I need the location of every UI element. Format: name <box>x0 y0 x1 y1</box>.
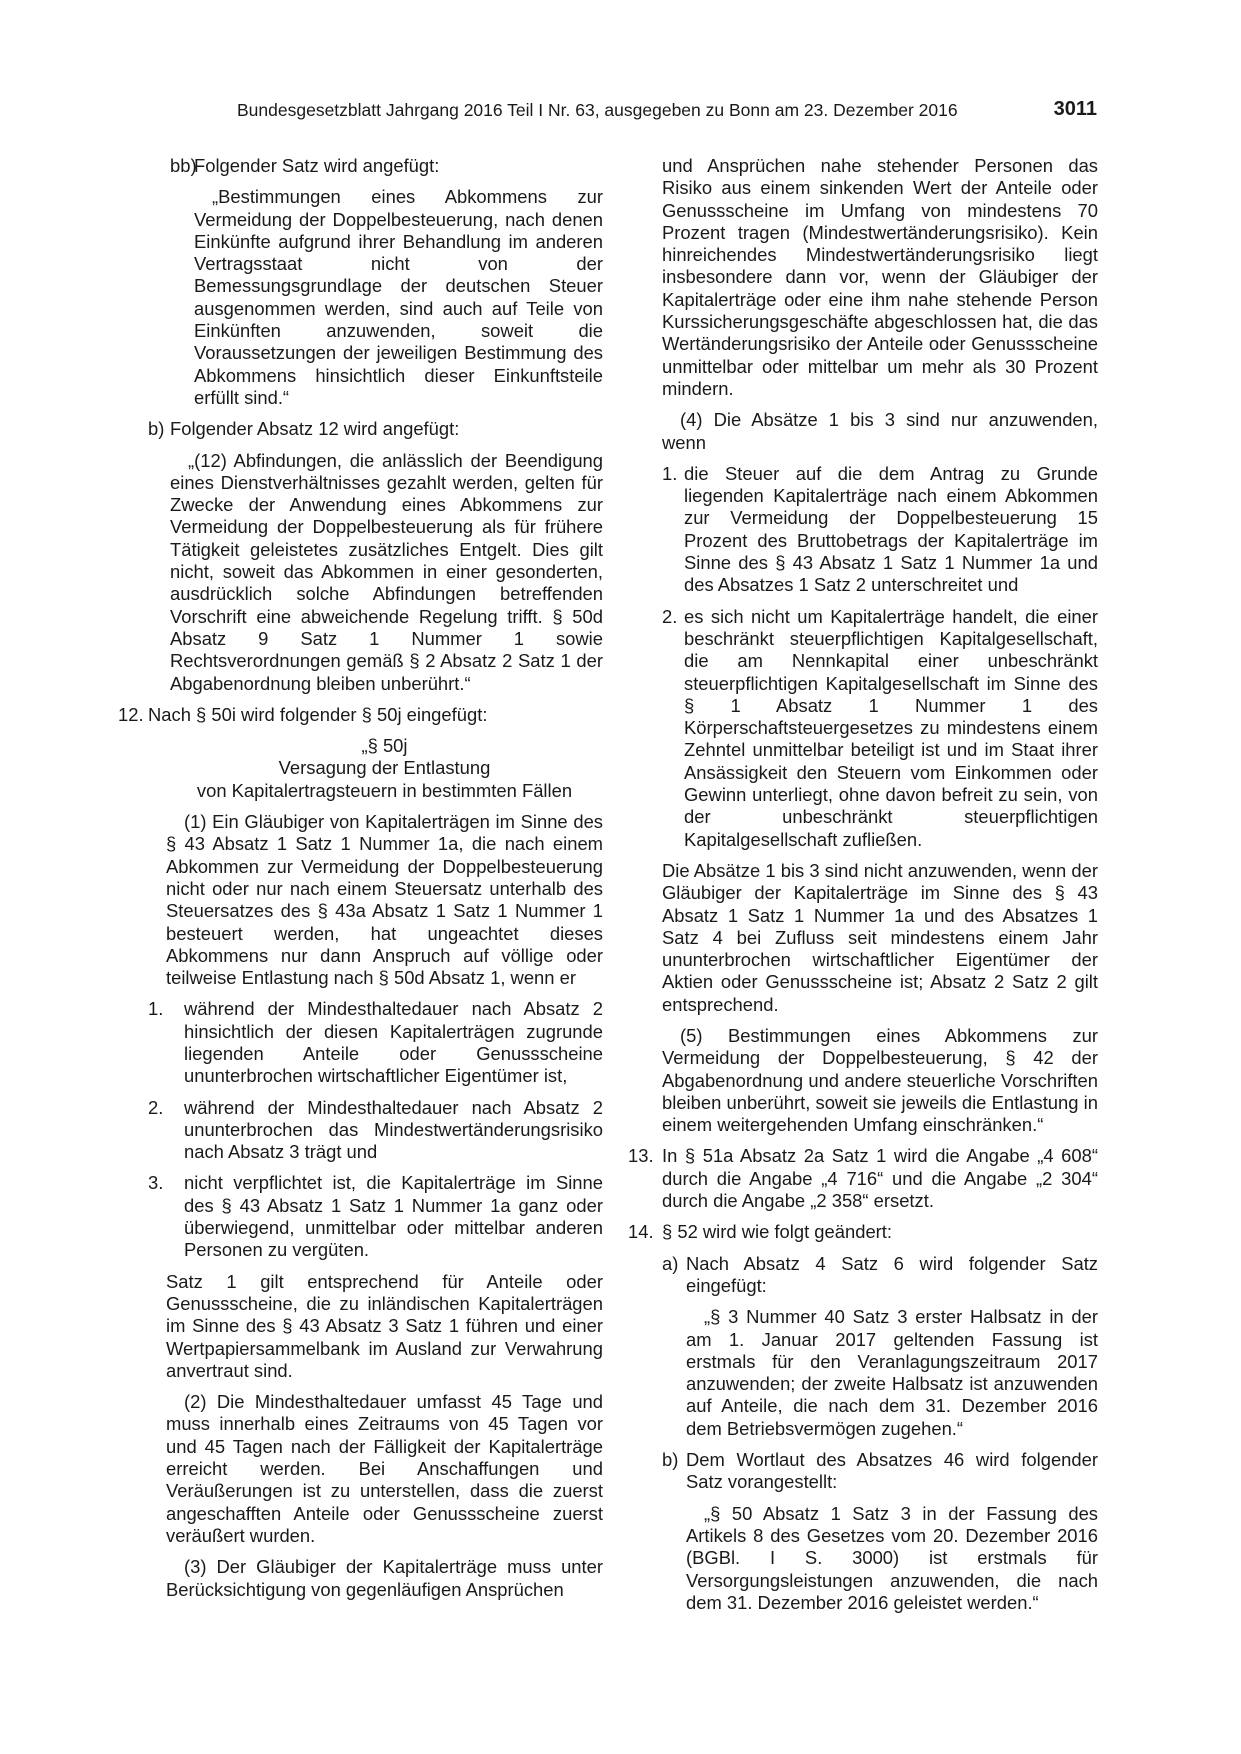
paragraph-3: (3) Der Gläubiger der Kapitalerträge muss unter Berücksichtigung von gegenläufigen Ansprüchen <box>166 1556 603 1600</box>
list-item-bb <box>128 155 603 177</box>
section-title-line-2: von Kapitalertragsteuern in bestimmten Fällen <box>196 779 573 801</box>
paragraph-1: (1) Ein Gläubiger von Kapitalerträgen im Sinne des § 43 Absatz 1 Satz 1 Nummer 1a, die nach einem Abkommen zur Vermeidung der Doppelbesteuerung nicht oder nur nach einem Steuersatz unterhalb des Steuersatzes des § 43a Absatz 1 Satz 1 Nummer 1 besteuert werden, hat ungeachtet dieses Abkommens nur dann Anspruch auf völlige oder teilweise Entlastung nach § 50d Absatz 1, wenn er <box>166 811 603 989</box>
list-item-13 <box>628 1145 1098 1212</box>
list-label: 1. <box>148 998 164 1020</box>
list-item <box>148 1096 603 1164</box>
list-text: es sich nicht um Kapitalerträge handelt, die einer beschränkt steuerpflichtigen Kapitalgesellschaft, die am Nennkapital einer unbeschränkt steuerpflichtigen Kapitalgesellschaft im Sinne des § 1 Absatz 1 Nummer 1 des Körperschaftsteuergesetzes zu mindestens einem Zehntel unmittelbar beteiligt ist und im Staat ihrer Ansässigkeit den Steuern vom Einkommen oder Gewinn unterliegt, ohne davon befreit zu sein, von der unbeschränkt steuerpflichtigen Kapitalgesellschaft zufließen. <box>684 605 1098 850</box>
list-label: 12. <box>118 703 144 725</box>
section-50j <box>148 735 603 1601</box>
list-text: Nach § 50i wird folgender § 50j eingefügt: <box>148 703 488 725</box>
list-text: Folgender Absatz 12 wird angefügt: <box>170 418 460 440</box>
section-50j-continued <box>662 155 1098 1136</box>
paragraph-4: (4) Die Absätze 1 bis 3 sind nur anzuwenden, wenn <box>662 409 1098 453</box>
paragraph-5: (5) Bestimmungen eines Abkommens zur Vermeidung der Doppelbesteuerung, § 42 der Abgabenordnung und andere steuerliche Vorschriften bleiben unberührt, soweit sie jeweils die Entlastung in einem weitergehenden Umfang einschränken.“ <box>662 1024 1098 1136</box>
quoted-sentence: „§ 3 Nummer 40 Satz 3 erster Halbsatz in der am 1. Januar 2017 geltenden Fassung ist erstmals für den Veranlagungszeitraum 2017 anzuwenden; der zweite Halbsatz ist anzuwenden auf Anteile, die nach dem 31. Dezember 2016 dem Betriebsvermögen zugehen.“ <box>686 1306 1098 1439</box>
page-header <box>237 100 1097 128</box>
list-text: Folgender Satz wird angefügt: <box>194 155 440 176</box>
list-text: während der Mindesthaltedauer nach Absatz 2 hinsichtlich der diesen Kapitalerträgen zugrunde liegenden Anteile oder Genussscheine ununterbrochen wirtschaftlicher Eigentümer ist, <box>184 998 603 1087</box>
quoted-sentence: „Bestimmungen eines Abkommens zur Vermeidung der Doppelbesteuerung, nach denen Einkünfte aufgrund ihrer Behandlung im anderen Vertragsstaat nicht von der Bemessungsgrundlage der deutschen Steuer ausgenommen werden, sind auch auf Teile von Einkünften anzuwenden, soweit die Voraussetzungen der jeweiligen Bestimmung des Abkommens hinsichtlich dieser Einkunftsteile erfüllt sind.“ <box>194 186 603 408</box>
quoted-sentence: „§ 50 Absatz 1 Satz 3 in der Fassung des Artikels 8 des Gesetzes vom 20. Dezember 2016 (BGBl. I S. 3000) ist erstmals für Versorgungsleistungen anzuwenden, die nach dem 31. Dezember 2016 geleistet werden.“ <box>686 1502 1098 1613</box>
list-text: § 52 wird wie folgt geändert: <box>662 1221 893 1243</box>
list-item <box>662 463 1098 597</box>
list-label: 14. <box>628 1221 654 1243</box>
list-label: b) <box>662 1449 679 1471</box>
paragraph-3-continued: und Ansprüchen nahe stehender Personen das Risiko aus einem sinkenden Wert der Anteile oder Genussscheine im Umfang von mindestens 70 Prozent tragen (Mindestwertänderungsrisiko). Kein hinreichendes Mindestwertänderungsrisiko liegt insbesondere dann vor, wenn der Gläubiger der Kapitalerträge oder eine ihm nahe stehende Person Kurssicherungsgeschäfte abgeschlossen hat, die das Wertänderungsrisiko der Anteile oder Genussscheine unmittelbar oder mittelbar um mehr als 30 Prozent mindern. <box>662 155 1098 399</box>
list-text: Nach Absatz 4 Satz 6 wird folgender Satz eingefügt: <box>686 1252 1098 1296</box>
list-text: während der Mindesthaltedauer nach Absatz 2 ununterbrochen das Mindestwertänderungsrisiko nach Absatz 3 trägt und <box>184 1096 603 1163</box>
section-title-line-1: Versagung der Entlastung <box>278 757 491 779</box>
list-item-a <box>628 1253 1098 1298</box>
left-column <box>118 155 603 1601</box>
list-item-14 <box>628 1221 1098 1243</box>
list-label: 13. <box>628 1145 654 1167</box>
list-text: In § 51a Absatz 2a Satz 1 wird die Angabe „4 608“ durch die Angabe „4 716“ und die Angabe „2 304“ durch die Angabe „2 358“ ersetzt. <box>662 1145 1098 1212</box>
list-item <box>662 606 1098 851</box>
list-label: 2. <box>662 605 678 627</box>
list-label: 3. <box>148 1172 164 1194</box>
list-label: a) <box>662 1252 679 1274</box>
paragraph-2: (2) Die Mindesthaltedauer umfasst 45 Tage und muss innerhalb eines Zeitraums von 45 Tagen vor und 45 Tagen nach der Fälligkeit der Kapitalerträge erreicht werden. Bei Anschaffungen und Veräußerungen ist zu unterstellen, dass die zuerst angeschafften Anteile oder Genussscheine zuerst veräußert wurden. <box>166 1391 603 1546</box>
list-item-b <box>628 1449 1098 1494</box>
page-number: 3011 <box>1053 98 1097 120</box>
list-label: b) <box>148 418 165 440</box>
list-item <box>148 998 603 1087</box>
paragraph-4-tail: Die Absätze 1 bis 3 sind nicht anzuwenden, wenn der Gläubiger der Kapitalerträge im Sinne des § 43 Absatz 1 Satz 1 Nummer 1a und des Absatzes 1 Satz 4 bei Zufluss seit mindestens einem Jahr ununterbrochen wirtschaftlicher Eigentümer der Aktien oder Genussscheine ist; Absatz 2 Satz 2 gilt entsprechend. <box>662 859 1098 1015</box>
list-label: bb) <box>170 155 197 176</box>
list-text: nicht verpflichtet ist, die Kapitalerträge im Sinne des § 43 Absatz 1 Satz 1 Nummer 1a ganz oder überwiegend, unmittelbar oder mittelbar anderen Personen zu vergüten. <box>184 1172 603 1261</box>
list-item-12 <box>118 703 603 726</box>
right-column <box>628 155 1098 1614</box>
list-label: 1. <box>662 462 678 484</box>
section-number: „§ 50j <box>361 735 408 757</box>
list-label: 2. <box>148 1096 164 1118</box>
paragraph-1-tail: Satz 1 gilt entsprechend für Anteile oder Genussscheine, die zu inländischen Kapitalerträgen im Sinne des § 43 Absatz 3 Satz 1 führen und einer Wertpapiersammelbank im Ausland zur Verwahrung anvertraut sind. <box>166 1270 603 1381</box>
list-text: die Steuer auf die dem Antrag zu Grunde liegenden Kapitalerträge nach einem Abkommen zur Vermeidung der Doppelbesteuerung 15 Prozent des Bruttobetrags der Kapitalerträge im Sinne des § 43 Absatz 1 Satz 1 Nummer 1a und des Absatzes 1 Satz 2 unterschreitet und <box>684 462 1098 596</box>
list-item <box>148 1172 603 1261</box>
list-text: Dem Wortlaut des Absatzes 46 wird folgender Satz vorangestellt: <box>686 1449 1098 1493</box>
list-item-b <box>128 418 603 440</box>
quoted-paragraph: „(12) Abfindungen, die anlässlich der Beendigung eines Dienstverhältnisses gezahlt werden, gelten für Zwecke der Anwendung eines Abkommens zur Vermeidung der Doppelbesteuerung als für frühere Tätigkeit geleistetes zusätzliches Entgelt. Dies gilt nicht, soweit das Abkommen in einer gesonderten, ausdrücklich solche Abfindungen betreffenden Vorschrift eine abweichende Regelung trifft. § 50d Absatz 9 Satz 1 Nummer 1 sowie Rechtsverordnungen gemäß § 2 Absatz 2 Satz 1 der Abgabenordnung bleiben unberührt.“ <box>170 449 603 694</box>
header-text: Bundesgesetzblatt Jahrgang 2016 Teil I Nr. 63, ausgegeben zu Bonn am 23. Dezember 2016 <box>237 100 958 120</box>
